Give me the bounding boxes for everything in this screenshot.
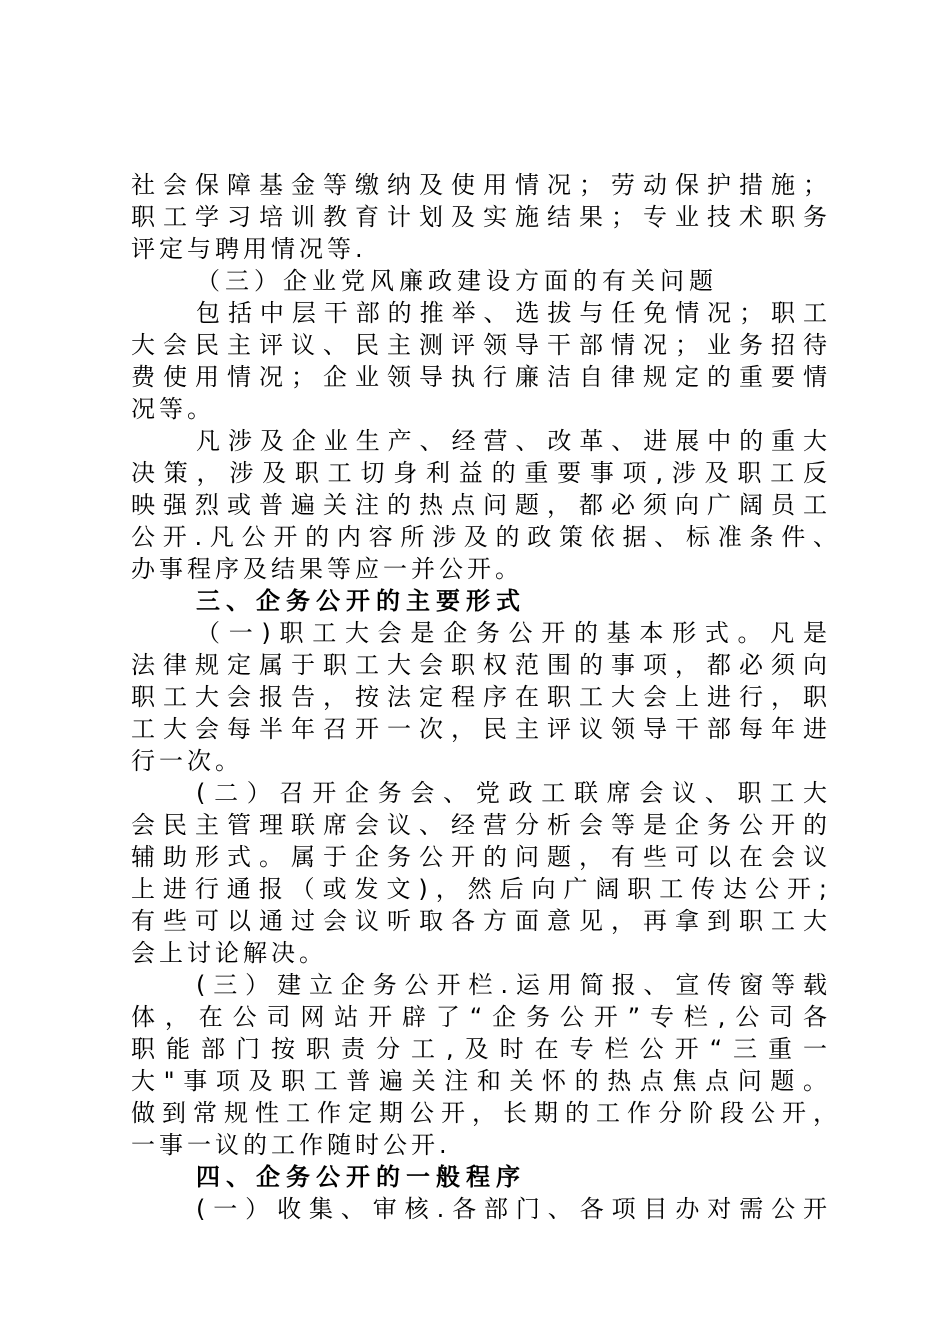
text-line: 职工大会报告，按法定程序在职工大会上进行，职 <box>131 683 831 711</box>
text-line: 工大会每半年召开一次，民主评议领导干部每年进 <box>131 715 831 743</box>
text-line: 职工学习培训教育计划及实施结果；专业技术职务 <box>131 203 831 231</box>
text-line: (一）收集、审核.各部门、各项目办对需公开 <box>196 1195 831 1223</box>
text-line: 评定与聘用情况等. <box>131 235 367 263</box>
text-line: 大会民主评议、民主测评领导干部情况；业务招待 <box>131 331 831 359</box>
text-line: 会民主管理联席会议、经营分析会等是企务公开的 <box>131 811 831 839</box>
text-line: 映强烈或普遍关注的热点问题，都必须向广阔员工 <box>131 491 831 519</box>
text-line: 况等。 <box>131 395 215 423</box>
text-line: (二）召开企务会、党政工联席会议、职工大 <box>196 779 831 807</box>
text-line: 会上讨论解决。 <box>131 939 327 967</box>
text-line: 法律规定属于职工大会职权范围的事项，都必须向 <box>131 651 831 679</box>
text-line: 行一次。 <box>131 747 243 775</box>
text-line: 做到常规性工作定期公开，长期的工作分阶段公开， <box>131 1099 841 1127</box>
text-line: 费使用情况；企业领导执行廉洁自律规定的重要情 <box>131 363 831 391</box>
section-heading: 四、企务公开的一般程序 <box>196 1163 526 1191</box>
text-line: 办事程序及结果等应一并公开。 <box>131 555 523 583</box>
text-line: 社会保障基金等缴纳及使用情况；劳动保护措施； <box>131 171 831 199</box>
text-line: （一)职工大会是企务公开的基本形式。凡是 <box>196 619 831 647</box>
text-line: 体，在公司网站开辟了“企务公开”专栏,公司各 <box>131 1003 831 1031</box>
text-line: 大"事项及职工普遍关注和关怀的热点焦点问题。 <box>131 1067 831 1095</box>
text-line: 有些可以通过会议听取各方面意见，再拿到职工大 <box>131 907 831 935</box>
text-line: 包括中层干部的推举、选拔与任免情况；职工 <box>196 299 831 327</box>
text-line: 凡涉及企业生产、经营、改革、进展中的重大 <box>196 427 831 455</box>
text-line: 上进行通报（或发文)，然后向广阔职工传达公开; <box>131 875 831 903</box>
text-line: 职能部门按职责分工,及时在专栏公开“三重一 <box>131 1035 831 1063</box>
section-subheading: （三）企业党风廉政建设方面的有关问题 <box>196 267 718 295</box>
text-line: 辅助形式。属于企务公开的问题，有些可以在会议 <box>131 843 831 871</box>
section-heading: 三、企务公开的主要形式 <box>196 587 526 615</box>
text-line: 一事一议的工作随时公开. <box>131 1131 451 1159</box>
text-line: 决策，涉及职工切身利益的重要事项,涉及职工反 <box>131 459 831 487</box>
text-line: (三）建立企务公开栏.运用简报、宣传窗等载 <box>196 971 831 999</box>
text-line: 公开.凡公开的内容所涉及的政策依据、标准条件、 <box>131 523 841 551</box>
